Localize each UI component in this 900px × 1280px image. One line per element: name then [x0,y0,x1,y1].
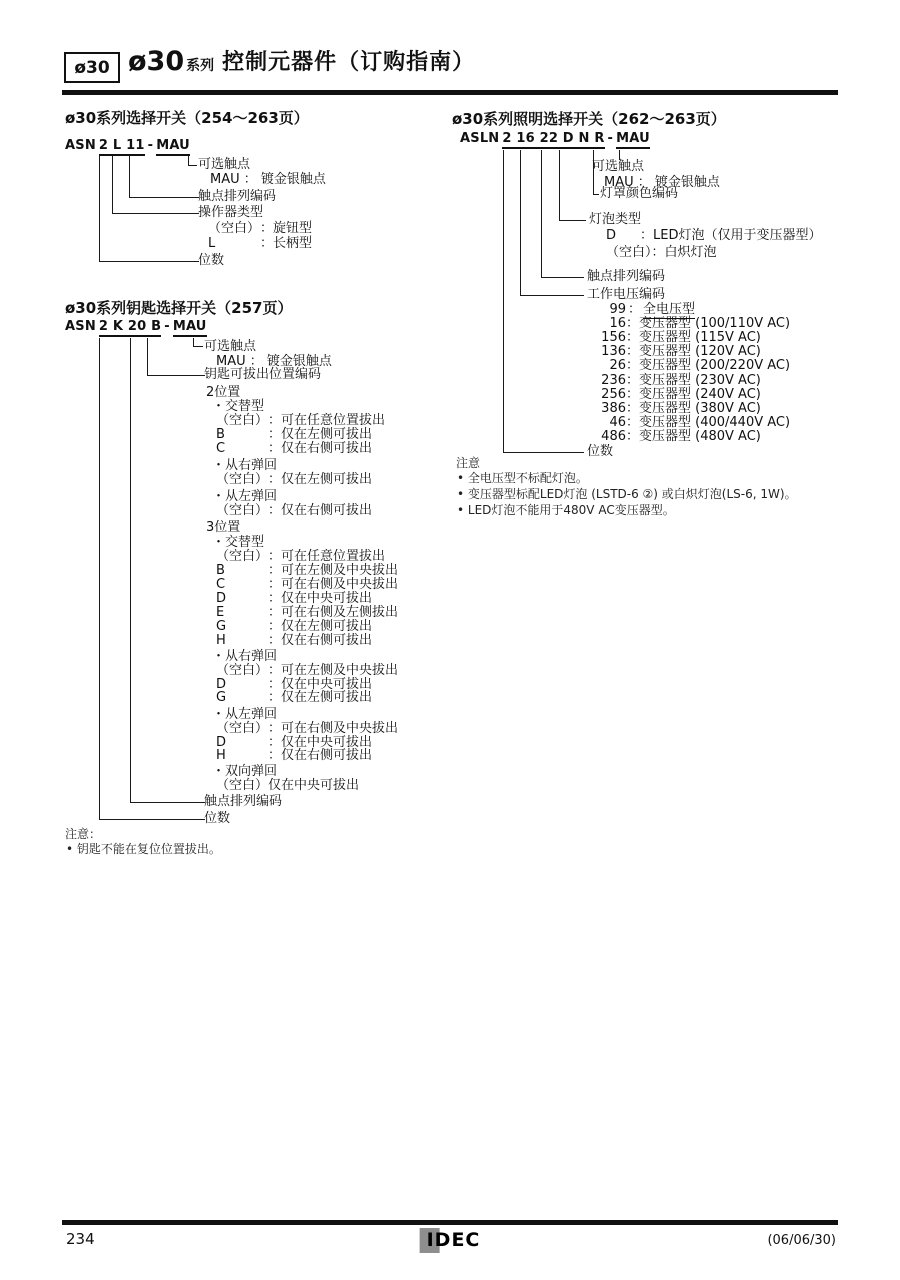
note-item: • 全电压型不标配灯泡。 [457,471,588,485]
option-code: G [216,690,227,705]
voltage-option-row [600,416,790,430]
leader-line [99,156,199,262]
part-number-asn-l [65,138,193,153]
option-desc: ：可在左侧及中央拔出 [268,663,399,678]
group-name: ・交替型 [212,535,265,550]
option-desc: ：可在左侧及中央拔出 [268,563,399,578]
option-code: L [208,236,216,251]
voltage-option-row [600,402,761,416]
option-row [606,229,821,243]
label-contact: 可选触点 [204,339,257,354]
option-desc: ：可在任意位置拔出 [268,549,386,564]
option-row: （空白）仅在中央可拔出 [216,778,360,793]
option-row [216,620,372,634]
part-prefix: ASN [65,138,96,153]
option-row [216,473,372,487]
series-badge: ø30 [64,52,120,83]
part-dash: - [164,319,170,334]
option-desc: ：仅在右侧可拔出 [268,633,373,648]
option-desc: ：仅在右侧可拔出 [268,748,373,763]
option-row: （空白）：白炽灯泡 [606,245,717,260]
label-contact-arrangement: 触点排列编码 [587,269,666,284]
heading-2-position: 2位置 [206,385,241,400]
option-row [216,442,372,456]
group-name: ・从左弹回 [212,489,278,504]
part-suffix: MAU [156,138,190,156]
part-codes: 2 L 11 [99,138,145,156]
option-desc: ：旋钮型 [260,221,313,236]
page-title-series-suffix: 系列 [186,58,215,74]
option-code: C [216,441,226,456]
page-title-main: 控制元器件（订购指南） [222,50,476,75]
part-prefix: ASN [65,319,96,334]
option-desc: ：LED灯泡（仅用于变压器型） [640,228,822,243]
option-row [208,222,312,236]
voltage-desc: ：变压器型 (380V AC) [626,401,761,416]
voltage-option-row [600,331,761,345]
note-item: • LED灯泡不能用于480V AC变压器型。 [457,503,675,517]
part-number-asn-k [65,319,210,334]
option-row [216,550,385,564]
voltage-code: 386 [601,401,626,416]
label-contact-arrangement: 触点排列编码 [204,794,283,809]
option-desc: ：仅在中央可拔出 [268,735,373,750]
option-code: （空白） [216,549,269,564]
group-name: ・从右弹回 [212,649,278,664]
voltage-code: 156 [601,330,626,345]
option-row [216,606,398,620]
option-code: （空白） [216,472,269,487]
label-contact: 可选触点 [198,157,251,172]
part-prefix: ASLN [460,131,500,146]
option-row [208,237,312,251]
option-code: （空白） [216,503,269,518]
leader-line [99,338,205,820]
label-contact: 可选触点 [592,159,645,174]
voltage-option-row [600,303,695,317]
part-suffix: MAU [173,319,207,337]
option-row [216,414,385,428]
footer-date: (06/06/30) [767,1233,836,1248]
option-code: （空白） [216,721,269,736]
option-code: E [216,605,225,620]
label-positions: 位数 [204,811,231,826]
header-rule [62,90,838,95]
voltage-code: 99 [609,302,626,317]
label-key-removal-code: 钥匙可拔出位置编码 [204,367,322,382]
voltage-desc: ：变压器型 (230V AC) [626,373,761,388]
label-positions: 位数 [587,444,614,459]
footer-rule [62,1220,838,1225]
label-lens-color-code: 灯罩颜色编码 [600,186,679,201]
section-title-selector-switch: ø30系列选择开关（254～263页） [65,109,309,127]
voltage-code: 46 [609,415,626,430]
label-contact-sub: MAU ： 镀金银触点 [604,175,720,190]
option-desc: ：仅在中央可拔出 [268,591,373,606]
option-code: D [216,677,227,692]
option-desc: ：仅在右侧可拔出 [268,441,373,456]
option-code: （空白） [216,413,269,428]
voltage-desc: ：变压器型 (400/440V AC) [626,415,791,430]
option-row [216,634,372,648]
voltage-option-row [600,345,761,359]
voltage-colon: ： [628,302,642,317]
voltage-option-row [600,317,790,331]
voltage-code: 236 [601,373,626,388]
option-desc: ：长柄型 [260,236,313,251]
voltage-option-row [600,374,761,388]
note-title: 注意： [65,827,102,841]
option-desc: ：仅在右侧可拔出 [268,503,373,518]
option-code: （空白） [208,221,261,236]
option-code: C [216,577,226,592]
option-code: B [216,427,225,442]
option-code: H [216,748,226,763]
option-desc: ：仅在左侧可拔出 [268,427,373,442]
voltage-desc: 全电压型 [643,302,696,317]
voltage-option-row [600,359,790,373]
label-contact-sub: MAU ： 镀金银触点 [210,172,326,187]
part-suffix: MAU [616,131,650,149]
option-code: D [216,735,227,750]
option-row [216,428,372,442]
option-row [216,664,398,678]
voltage-code: 486 [601,429,626,444]
page-title-series: ø30 [128,46,185,77]
option-row [216,691,372,705]
page-title [128,46,475,78]
option-desc: ：可在右侧及中央拔出 [268,577,399,592]
option-row [216,578,398,592]
leader-line [503,150,584,453]
voltage-desc: ：变压器型 (120V AC) [626,344,761,359]
group-name: ・双向弹回 [212,764,278,779]
part-codes: 2 K 20 B [99,319,161,337]
option-row [216,722,398,736]
note-item: • 钥匙不能在复位位置拔出。 [66,842,221,856]
heading-3-position: 3位置 [206,520,241,535]
voltage-desc: ：变压器型 (100/110V AC) [626,316,791,331]
part-codes: 2 16 22 D N R [502,131,604,149]
voltage-code: 26 [609,358,626,373]
part-number-asln [460,131,653,146]
option-row [216,504,372,518]
label-contact-sub: MAU ： 镀金银触点 [216,354,332,369]
option-code: （空白） [216,663,269,678]
option-row [216,592,372,606]
group-name: ・从右弹回 [212,458,278,473]
section-title-illuminated-selector: ø30系列照明选择开关（262～263页） [452,110,726,128]
voltage-desc: ：变压器型 (240V AC) [626,387,761,402]
option-desc: ：可在右侧及左侧拔出 [268,605,399,620]
voltage-desc: ：变压器型 (115V AC) [626,330,761,345]
option-desc: ：可在任意位置拔出 [268,413,386,428]
idec-logo-text: IDEC [426,1229,481,1251]
option-code: D [606,228,617,243]
option-code: H [216,633,226,648]
label-operating-voltage-code: 工作电压编码 [587,287,666,302]
part-dash: - [607,131,614,146]
group-name: ・从左弹回 [212,707,278,722]
option-desc: ：仅在左侧可拔出 [268,690,373,705]
voltage-desc: ：变压器型 (480V AC) [626,429,761,444]
option-desc: ：可在右侧及中央拔出 [268,721,399,736]
voltage-option-row [600,388,761,402]
page-number: 234 [66,1230,95,1248]
option-row [216,749,372,763]
part-dash: - [147,138,154,153]
label-contact-arrangement: 触点排列编码 [198,189,277,204]
option-code: G [216,619,227,634]
label-bulb-type: 灯泡类型 [589,212,642,227]
option-desc: ：仅在左侧可拔出 [268,472,373,487]
voltage-code: 16 [609,316,626,331]
option-code: B [216,563,225,578]
voltage-code: 136 [601,344,626,359]
option-row [216,564,398,578]
idec-logo [420,1228,481,1253]
note-title: 注意 [456,456,481,470]
note-item: • 变压器型标配LED灯泡 (LSTD-6 ②) 或白炽灯泡(LS-6, 1W)。 [457,487,797,501]
label-positions: 位数 [198,253,225,268]
voltage-code: 256 [601,387,626,402]
section-title-key-selector: ø30系列钥匙选择开关（257页） [65,299,293,317]
option-code: D [216,591,227,606]
group-name: ・交替型 [212,399,265,414]
option-desc: ：仅在左侧可拔出 [268,619,373,634]
label-operator-type: 操作器类型 [198,205,264,220]
voltage-desc: ：变压器型 (200/220V AC) [626,358,791,373]
voltage-option-row [600,430,761,444]
option-desc: ：仅在中央可拔出 [268,677,373,692]
